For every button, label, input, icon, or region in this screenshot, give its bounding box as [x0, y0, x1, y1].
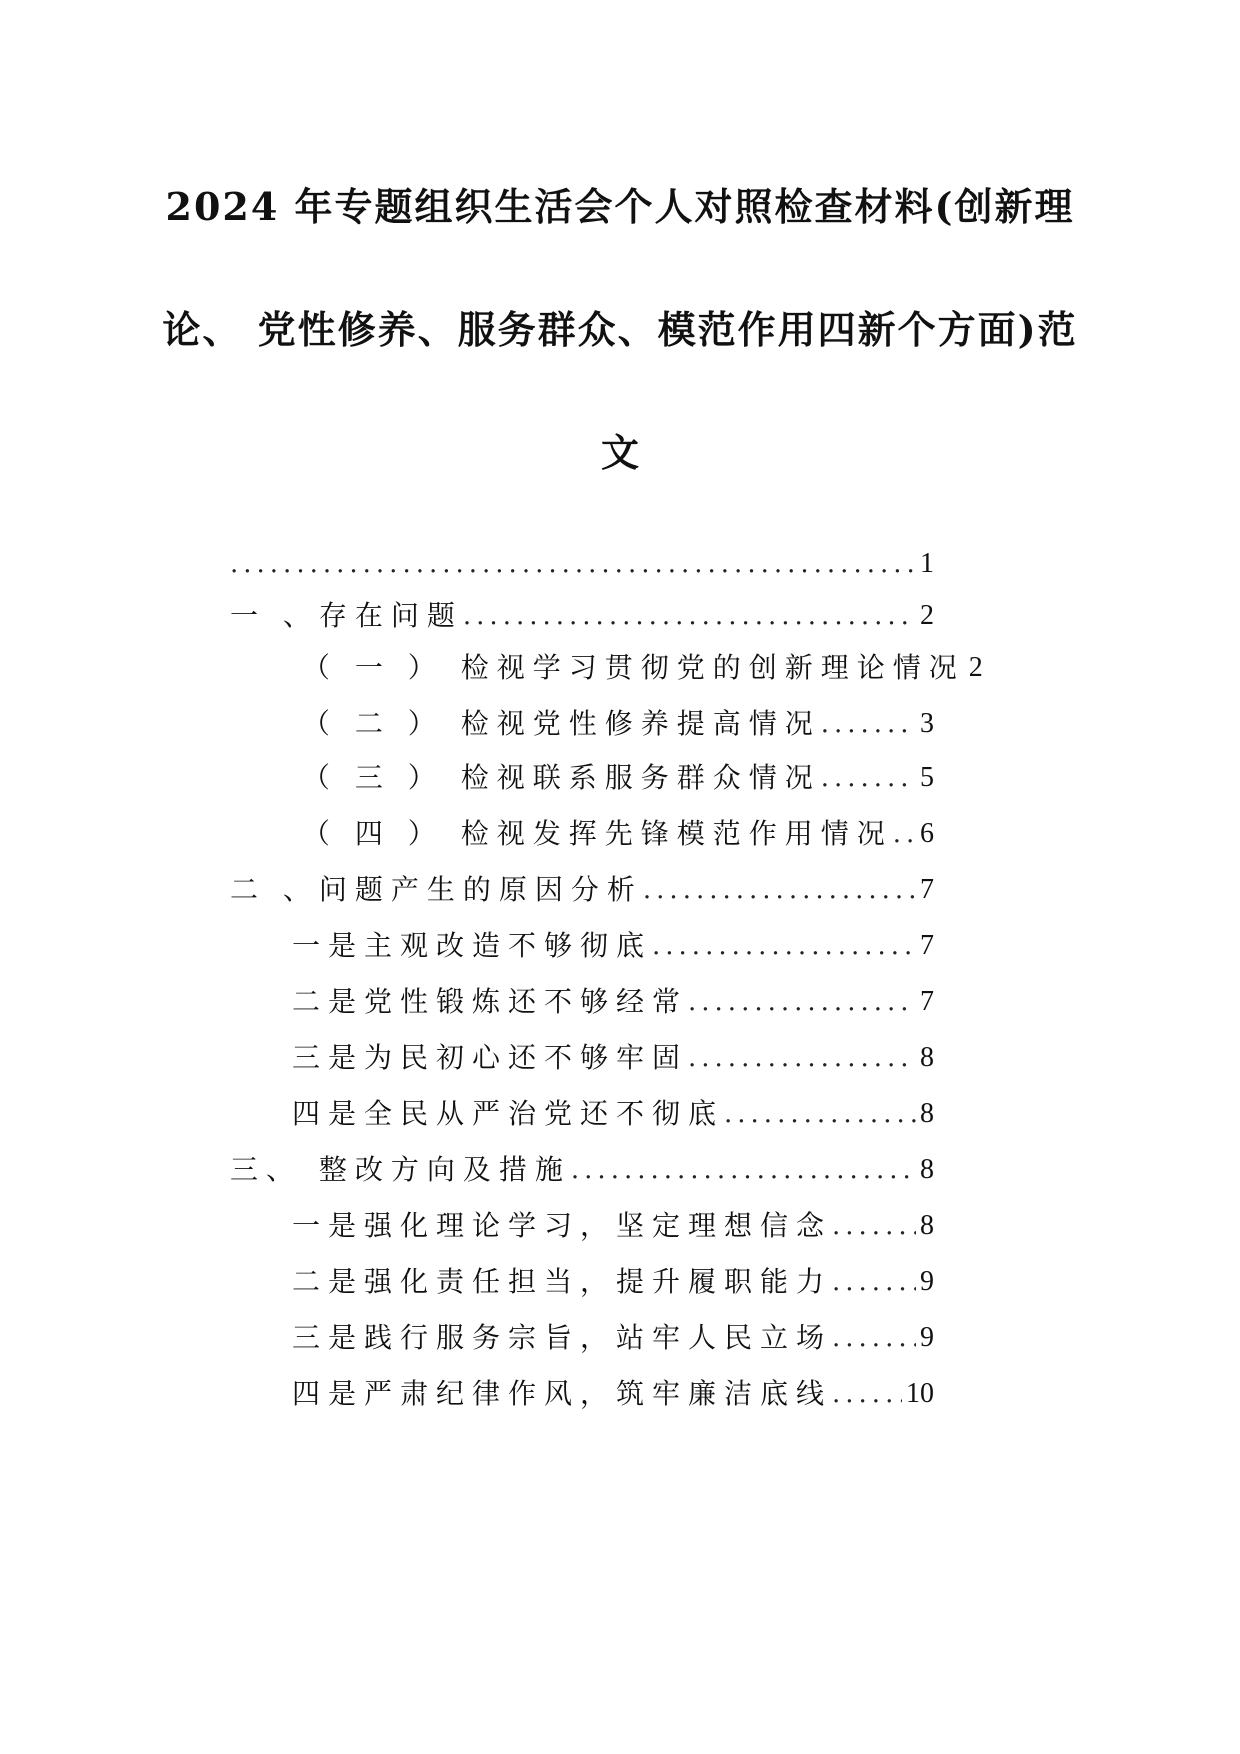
document-title-line-3: 文 — [600, 430, 639, 475]
toc-entry[interactable] — [292, 1090, 934, 1134]
toc-entry-label: 三、 整改方向及措施 — [230, 1153, 571, 1186]
toc-leader-dots — [643, 870, 916, 910]
toc-entry-label: 一是主观改造不够彻底 — [292, 929, 653, 962]
toc-leader-dots — [821, 758, 916, 798]
toc-entry[interactable] — [292, 922, 934, 966]
toc-entry-page: 1 — [920, 548, 934, 579]
toc-leader-dots — [463, 596, 916, 636]
toc-leader-dots — [688, 1038, 916, 1078]
toc-entry[interactable] — [302, 754, 934, 798]
toc-leader-dots — [688, 982, 916, 1022]
toc-entry-label: 三是践行服务宗旨，站牢人民立场 — [292, 1321, 833, 1354]
toc-entry-page: 7 — [920, 874, 934, 905]
toc-entry-label: 二是党性锻炼还不够经常 — [292, 985, 689, 1018]
toc-entry[interactable] — [292, 1258, 934, 1302]
toc-entry-page: 7 — [920, 930, 934, 961]
toc-entry-label: 二是强化责任担当，提升履职能力 — [292, 1265, 833, 1298]
toc-entry[interactable] — [302, 644, 983, 688]
toc-entry-label: （ 三 ） 检视联系服务群众情况 — [302, 761, 821, 794]
toc-entry-page: 8 — [920, 1098, 934, 1129]
toc-entry-page: 9 — [920, 1322, 934, 1353]
toc-leader-dots — [893, 814, 916, 854]
toc-leader-dots — [832, 1374, 902, 1414]
toc-entry-page: 8 — [920, 1154, 934, 1185]
toc-leader-dots — [230, 544, 916, 584]
toc-entry[interactable] — [292, 1202, 934, 1246]
toc-entry-page: 8 — [920, 1042, 934, 1073]
toc-entry-page: 2 — [968, 652, 983, 683]
toc-entry[interactable] — [292, 1314, 934, 1358]
toc-entry-page: 5 — [920, 762, 934, 793]
toc-entry[interactable] — [230, 1146, 934, 1190]
toc-entry-label: 二 、问题产生的原因分析 — [230, 873, 643, 906]
toc-leader-dots — [652, 926, 916, 966]
toc-leader-dots — [821, 704, 916, 744]
toc-entry-page: 3 — [920, 708, 934, 739]
toc-leader-dots — [832, 1262, 916, 1302]
toc-leader-dots — [571, 1150, 916, 1190]
toc-entry-label: （ 四 ） 检视发挥先锋模范作用情况 — [302, 817, 893, 850]
toc-entry[interactable] — [302, 700, 934, 744]
toc-entry-page: 8 — [920, 1210, 934, 1241]
toc-entry[interactable] — [230, 540, 934, 584]
document-title-line-1: 2024 年专题组织生活会个人对照检查材料(创新理 — [165, 184, 1075, 229]
toc-entry[interactable] — [230, 866, 934, 910]
toc-entry-label: （ 二 ） 检视党性修养提高情况 — [302, 707, 821, 740]
document-title-line-2: 论、 党性修养、服务群众、模范作用四新个方面)范 — [162, 307, 1078, 352]
toc-entry[interactable] — [292, 978, 934, 1022]
toc-entry-label: 四是全民从严治党还不彻底 — [292, 1097, 725, 1130]
toc-entry-page: 10 — [906, 1378, 934, 1409]
toc-entry[interactable] — [230, 592, 934, 636]
toc-entry-page: 2 — [920, 600, 934, 631]
toc-entry-label: （ 一 ） 检视学习贯彻党的创新理论情况 — [302, 651, 965, 684]
toc-entry[interactable] — [292, 1370, 934, 1414]
toc-entry-page: 6 — [920, 818, 934, 849]
toc-entry-label: 三是为民初心还不够牢固 — [292, 1041, 689, 1074]
toc-leader-dots — [724, 1094, 916, 1134]
toc-leader-dots — [832, 1206, 916, 1246]
toc-entry-label: 四是严肃纪律作风，筑牢廉洁底线 — [292, 1377, 833, 1410]
toc-leader-dots — [832, 1318, 916, 1358]
toc-entry-label: 一是强化理论学习，坚定理想信念 — [292, 1209, 833, 1242]
toc-entry[interactable] — [292, 1034, 934, 1078]
toc-entry-label: 一 、存在问题 — [230, 599, 463, 632]
toc-entry-page: 9 — [920, 1266, 934, 1297]
toc-entry-page: 7 — [920, 986, 934, 1017]
toc-entry[interactable] — [302, 810, 934, 854]
